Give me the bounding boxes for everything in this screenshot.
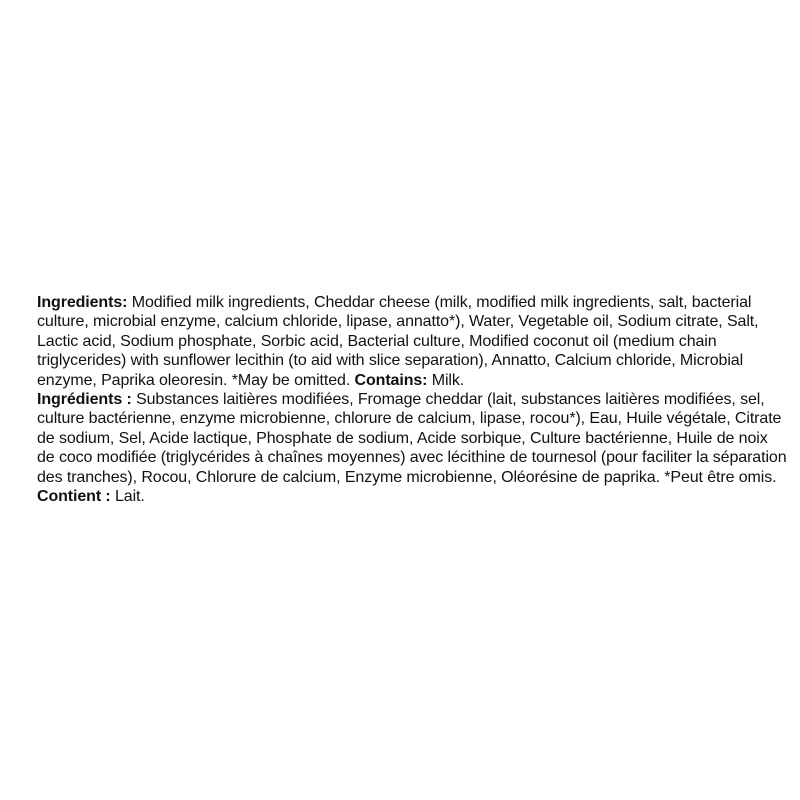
english-ingredients-paragraph xyxy=(37,293,787,390)
english-allergen-list: Milk. xyxy=(427,371,465,389)
french-ingredients-heading: Ingrédients : xyxy=(37,391,132,409)
english-ingredients-list: Modified milk ingredients, Cheddar cheese (milk, modified milk ingredients, salt, bacterial culture, microbial enzyme, calcium chloride, lipase, annatto*), Water, Vegetable oil, Sodium citrate, Salt, Lactic acid, Sodium phosphate, Sorbic acid, Bacterial culture, Modified coconut oil (medium chain triglycerides) with sunflower lecithin (to aid with slice separation), Annatto, Calcium chloride, Microbial enzyme, Paprika oleoresin. *May be omitted. xyxy=(37,294,759,389)
english-ingredients-heading: Ingredients: xyxy=(37,294,128,311)
english-contains-heading: Contains: xyxy=(354,371,428,389)
ingredients-label-block xyxy=(37,293,787,506)
french-ingredients-list: Substances laitières modifiées, Fromage cheddar (lait, substances laitières modifiées, sel, culture bactérienne, enzyme microbienne, chlorure de calcium, lipase, rocou*), Eau, Huile végétale, Citrate de sodium, Sel, Acide lactique, Phosphate de sodium, Acide sorbique, Culture bactérienne, Huile de noix de coco modifiée (triglycérides à chaînes moyennes) avec lécithine de tournesol (pour faciliter la séparation des tranches), Rocou, Chlorure de calcium, Enzyme microbienne, Oléorésine de paprika. *Peut être omis. xyxy=(37,391,787,486)
french-allergen-list: Lait. xyxy=(110,488,145,506)
french-contains-heading: Contient : xyxy=(37,488,111,506)
french-ingredients-paragraph xyxy=(37,390,787,506)
